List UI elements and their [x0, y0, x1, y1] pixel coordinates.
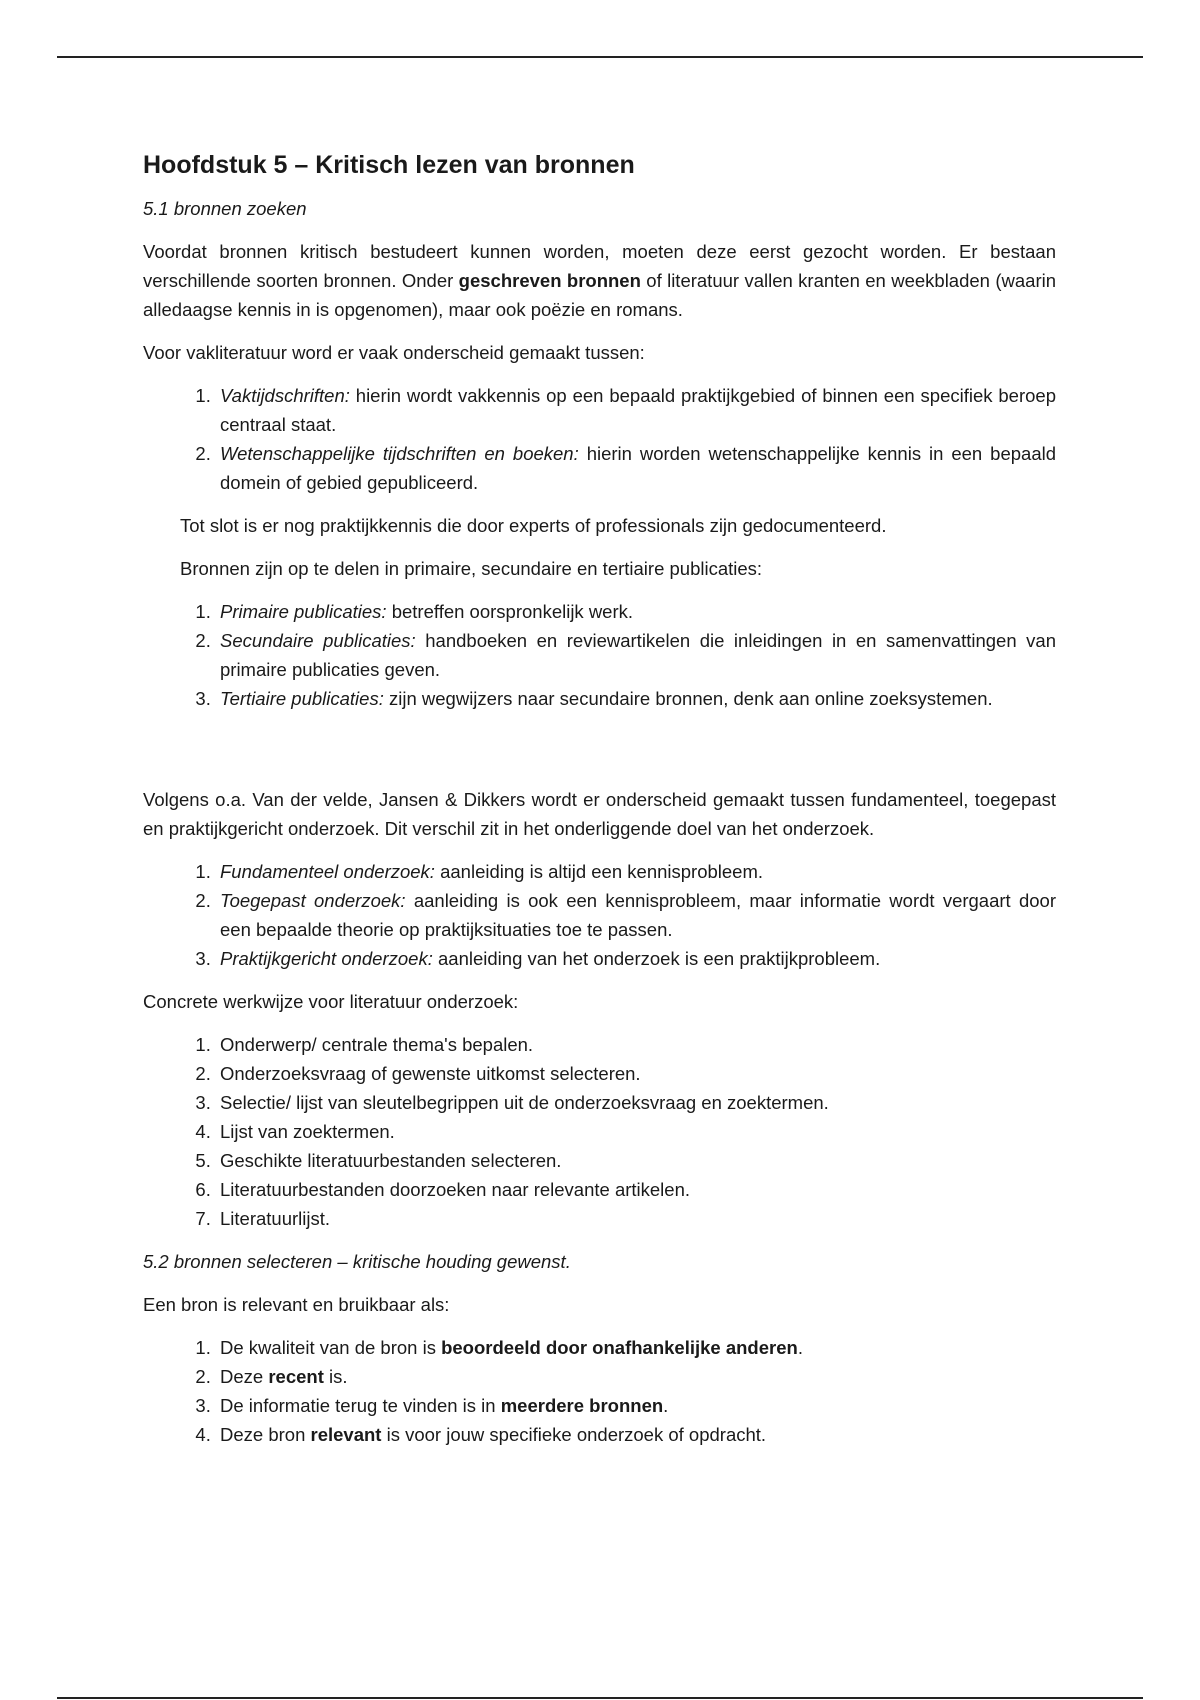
- italic-term: Wetenschappelijke tijdschriften en boeken:: [220, 443, 579, 464]
- list-item: [216, 1420, 1056, 1449]
- italic-term: Toegepast onderzoek:: [220, 890, 406, 911]
- bold-text: meerdere bronnen: [500, 1395, 664, 1416]
- text: Voordat bronnen kritisch bestudeert kunnen worden, moeten deze eerst gezocht worden. Er bestaan verschillende soorten bronnen. Onder: [143, 241, 1056, 291]
- paragraph-vakliteratuur: Voor vakliteratuur word er vaak onderscheid gemaakt tussen:: [143, 342, 645, 363]
- paragraph-publicaties: Bronnen zijn op te delen in primaire, secundaire en tertiaire publicaties:: [180, 558, 763, 579]
- list-item: [216, 1362, 1056, 1391]
- list-item: [216, 626, 1056, 684]
- list-item: [216, 684, 1056, 713]
- italic-term: Fundamenteel onderzoek:: [220, 861, 435, 882]
- list-item: [216, 381, 1056, 439]
- bold-text: geschreven bronnen: [458, 270, 641, 291]
- list-item: 2. Onderzoeksvraag of gewenste uitkomst selecteren.: [216, 1059, 1056, 1088]
- list-item: 7. Literatuurlijst.: [216, 1204, 1056, 1233]
- text: aanleiding is altijd een kennisprobleem.: [434, 861, 764, 882]
- document-page: [143, 140, 1056, 1463]
- text: Deze: [220, 1366, 269, 1387]
- text: aanleiding is ook een kennisprobleem, maar informatie wordt vergaart door een bepaalde theorie op praktijksituaties toe te passen.: [220, 890, 1056, 940]
- list-item: [216, 439, 1056, 497]
- spacer: [143, 727, 1056, 785]
- list-werkwijze: [143, 1030, 1056, 1233]
- paragraph-intro: [143, 237, 1056, 324]
- text: betreffen oorspronkelijk werk.: [386, 601, 634, 622]
- italic-term: Vaktijdschriften:: [220, 385, 350, 406]
- list-item: 4. Lijst van zoektermen.: [216, 1117, 1056, 1146]
- list-item: [216, 1391, 1056, 1420]
- italic-term: Primaire publicaties:: [220, 601, 387, 622]
- section-heading-5-1: 5.1 bronnen zoeken: [143, 198, 307, 219]
- header-rule: [57, 56, 1143, 58]
- list-item: [216, 944, 1056, 973]
- text: Deze bron: [220, 1424, 311, 1445]
- text: is.: [323, 1366, 348, 1387]
- text: is voor jouw specifieke onderzoek of opdracht.: [381, 1424, 767, 1445]
- text: hierin worden wetenschappelijke kennis in een bepaald domein of gebied gepubliceerd.: [220, 443, 1057, 493]
- text: zijn wegwijzers naar secundaire bronnen, denk aan online zoeksystemen.: [383, 688, 993, 709]
- list-item: 1. Onderwerp/ centrale thema's bepalen.: [216, 1030, 1056, 1059]
- section-heading-5-2: 5.2 bronnen selecteren – kritische houding gewenst.: [143, 1251, 571, 1272]
- list-item: [216, 597, 1056, 626]
- chapter-title: Hoofdstuk 5 – Kritisch lezen van bronnen: [143, 151, 635, 179]
- list-publicaties: [143, 597, 1056, 713]
- text: De kwaliteit van de bron is: [220, 1337, 442, 1358]
- list-item: [216, 1333, 1056, 1362]
- bold-text: beoordeeld door onafhankelijke anderen: [441, 1337, 798, 1358]
- list-item: [216, 886, 1056, 944]
- list-item: 5. Geschikte literatuurbestanden selecteren.: [216, 1146, 1056, 1175]
- list-item: 6. Literatuurbestanden doorzoeken naar relevante artikelen.: [216, 1175, 1056, 1204]
- text: .: [663, 1395, 669, 1416]
- list-onderzoek: [143, 857, 1056, 973]
- bold-text: relevant: [310, 1424, 382, 1445]
- list-vakliteratuur: [143, 381, 1056, 497]
- footer-rule: [57, 1697, 1143, 1699]
- text: handboeken en reviewartikelen die inleidingen in en samenvattingen van primaire publicaties geven.: [220, 630, 1056, 680]
- text: De informatie terug te vinden is in: [220, 1395, 501, 1416]
- text: hierin wordt vakkennis op een bepaald praktijkgebied of binnen een specifiek beroep centraal staat.: [220, 385, 1056, 435]
- list-relevant: [143, 1333, 1056, 1449]
- paragraph-relevant: Een bron is relevant en bruikbaar als:: [143, 1294, 450, 1315]
- paragraph-praktijkkennis: Tot slot is er nog praktijkkennis die door experts of professionals zijn gedocumenteerd.: [180, 515, 887, 536]
- italic-term: Tertiaire publicaties:: [220, 688, 384, 709]
- italic-term: Secundaire publicaties:: [220, 630, 416, 651]
- list-item: 3. Selectie/ lijst van sleutelbegrippen uit de onderzoeksvraag en zoektermen.: [216, 1088, 1056, 1117]
- paragraph-onderzoek: Volgens o.a. Van der velde, Jansen & Dikkers wordt er onderscheid gemaakt tussen fundamenteel, toegepast en praktijkgericht onderzoek. Dit verschil zit in het onderliggende doel van het onderzoek.: [143, 789, 1056, 839]
- italic-term: Praktijkgericht onderzoek:: [220, 948, 433, 969]
- bold-text: recent: [268, 1366, 324, 1387]
- text: of literatuur vallen kranten en weekbladen (waarin alledaagse kennis in is opgenomen), maar ook poëzie en romans.: [143, 270, 1056, 320]
- text: .: [797, 1337, 803, 1358]
- paragraph-werkwijze: Concrete werkwijze voor literatuur onderzoek:: [143, 991, 519, 1012]
- text: aanleiding van het onderzoek is een praktijkprobleem.: [432, 948, 881, 969]
- list-item: [216, 857, 1056, 886]
